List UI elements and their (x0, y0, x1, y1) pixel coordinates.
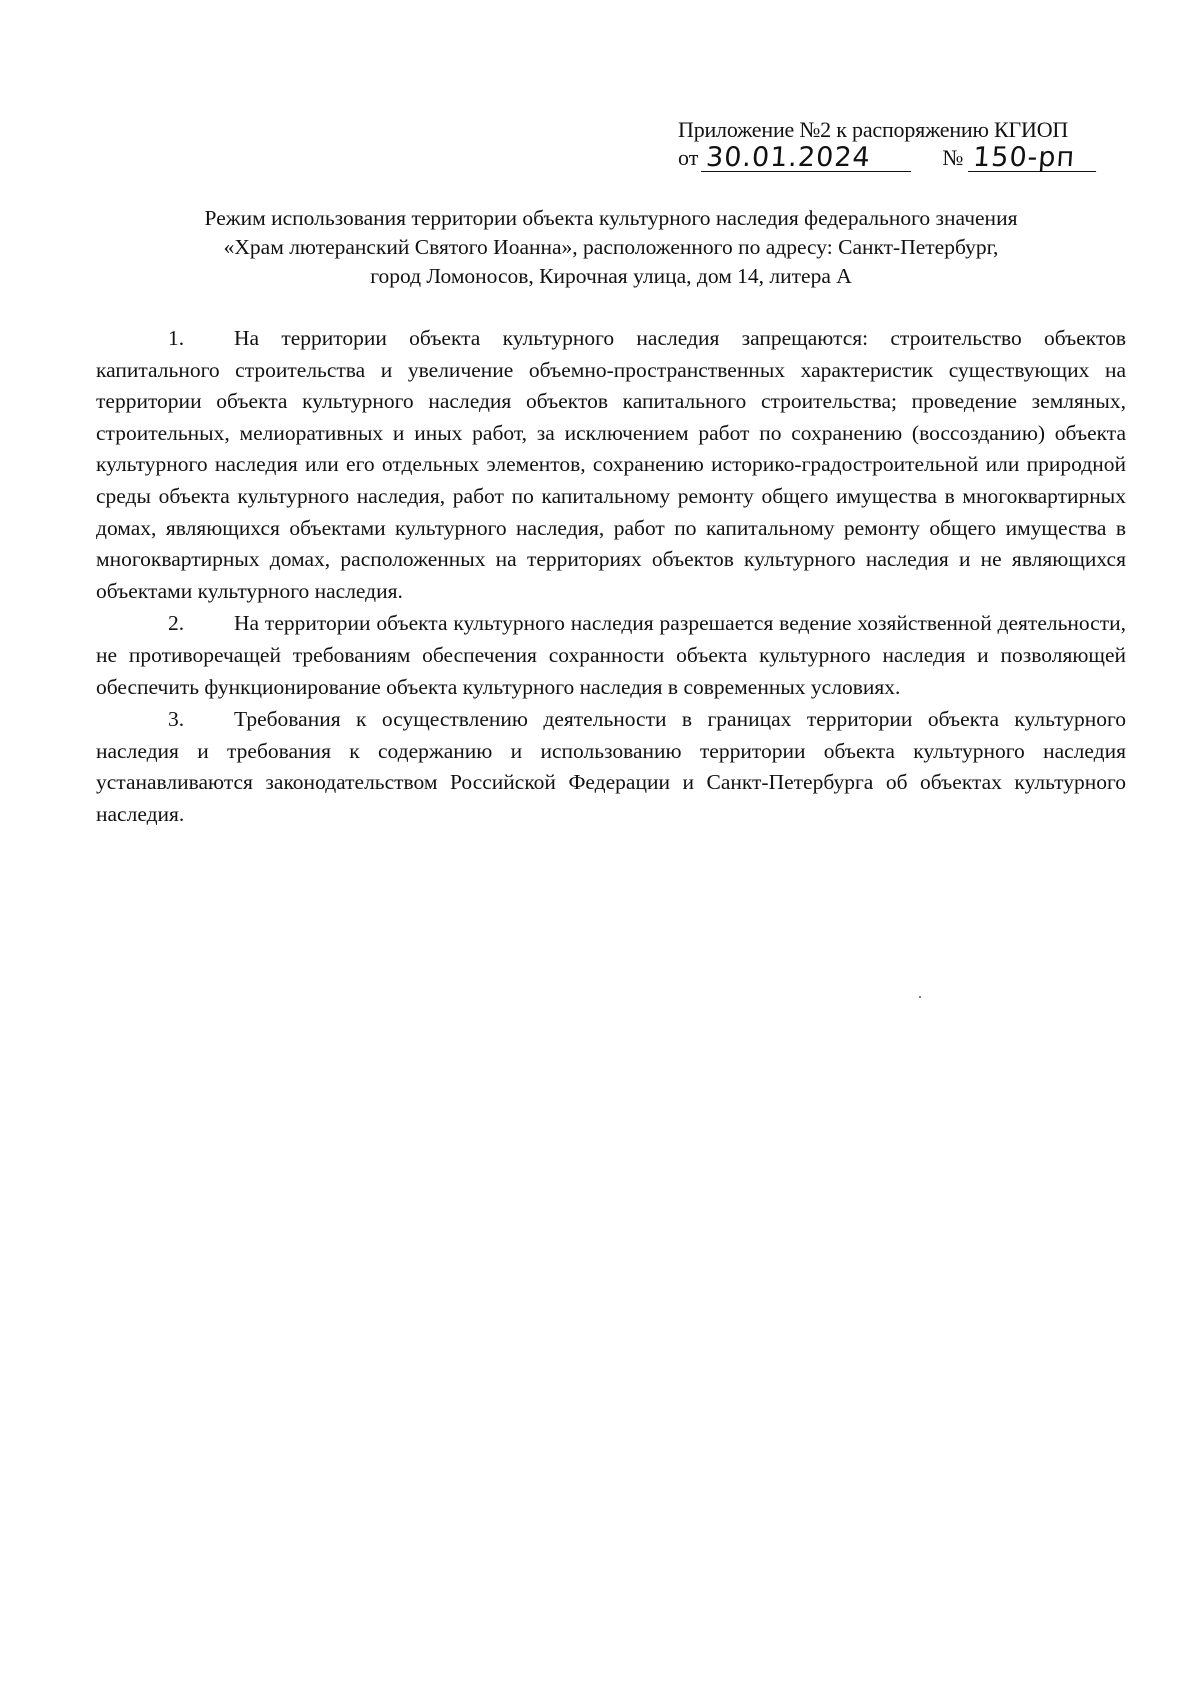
title-line: Режим использования территории объекта культурного наследия федерального значения (204, 206, 1018, 230)
paragraph-3 (96, 704, 1126, 830)
paragraph-number: 3. (168, 707, 185, 732)
paragraph-text: Требования к осуществлению деятельности в границах территории объекта культурного наследия и требования к содержанию и использованию территории объекта культурного наследия устанавливаются законодательством Российской Федерации и Санкт-Петербурга об объектах культурного наследия. (96, 707, 1126, 826)
appendix-header (678, 116, 1126, 172)
appendix-reference: Приложение №2 к распоряжению КГИОП (678, 117, 1069, 142)
paragraph-number: 1. (168, 326, 185, 350)
order-date-number-line (678, 144, 1126, 172)
paragraph-number: 2. (168, 611, 185, 636)
paragraph-text: На территории объекта культурного наследия запрещаются: строительство объектов капитального строительства и увеличение объемно-пространственных характеристик существующих на территории объекта культурного наследия объектов капитального строительства; проведение земляных, строительных, мелиоративных и иных работ, за исключением работ по сохранению (воссозданию) объекта культурного наследия или его отдельных элементов, сохранению историко-градостроительной или природной среды объекта культурного наследия, работ по капитальному ремонту общего имущества в многоквартирных домах, являющихся объектами культурного наследия, работ по капитальному ремонту общего имущества в многоквартирных домах, расположенных на территориях объектов культурного наследия и не являющихся объектами культурного наследия. (96, 326, 1126, 603)
number-label: № (942, 145, 964, 170)
from-label: от (678, 145, 699, 170)
title-line: «Храм лютеранский Святого Иоанна», расположенного по адресу: Санкт-Петербург, (223, 235, 999, 259)
paragraph-2 (96, 608, 1126, 703)
paragraph-1 (96, 323, 1126, 607)
title-line: город Ломоносов, Кирочная улица, дом 14, литера А (370, 264, 852, 288)
paragraph-text: На территории объекта культурного наследия разрешается ведение хозяйственной деятельности, не противоречащей требованиям обеспечения сохранности объекта культурного наследия и позволяющей обеспечить функционирование объекта культурного наследия в современных условиях. (96, 611, 1126, 699)
scan-speck (919, 996, 921, 998)
document-title (96, 204, 1126, 291)
handwritten-order-date: 30.01.2024 (701, 145, 913, 172)
handwritten-order-number: 150-рп (968, 145, 1098, 172)
document-body (96, 323, 1126, 832)
